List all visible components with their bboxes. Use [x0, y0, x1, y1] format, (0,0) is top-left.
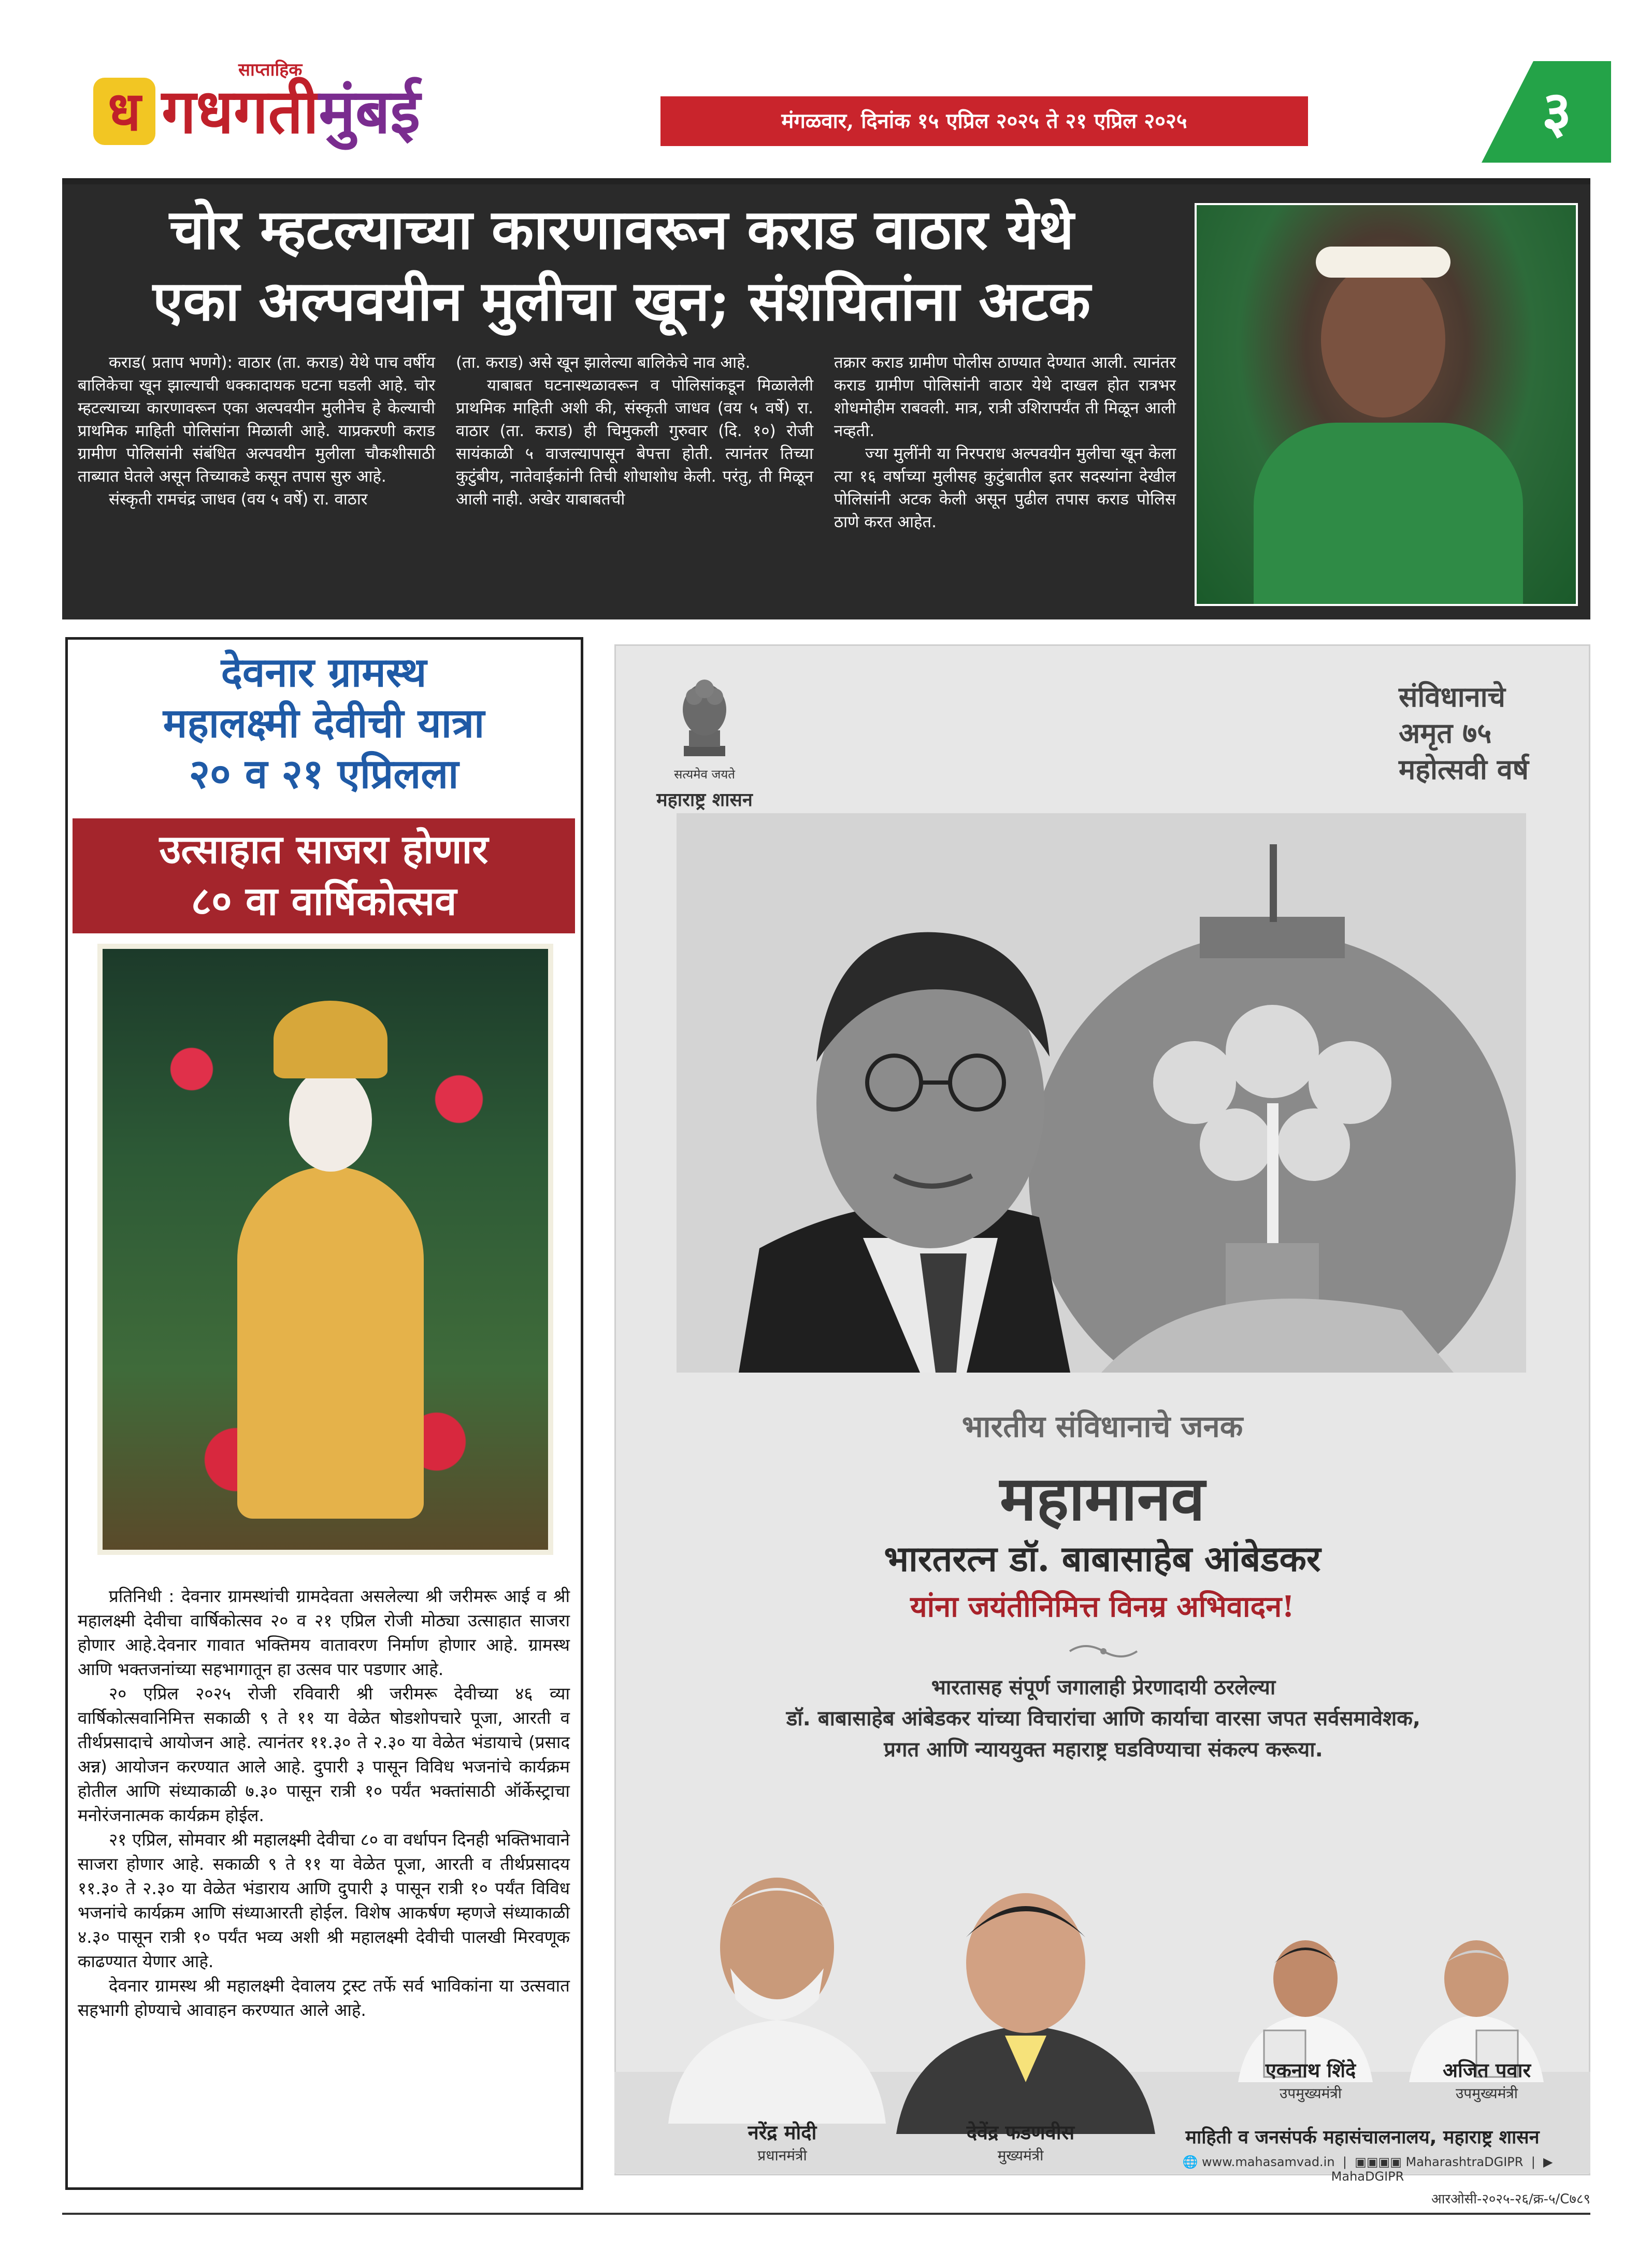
newspaper-logo — [162, 75, 421, 147]
festival-headline-line-1: देवनार ग्रामस्थ — [221, 649, 427, 696]
badge-line-2: अमृत ७५ — [1399, 716, 1492, 749]
social-handle[interactable]: MaharashtraDGIPR — [1405, 2155, 1524, 2169]
mahalakshmi-deity-photo — [97, 944, 553, 1555]
deity-body-shape — [237, 1166, 424, 1519]
lead-headline-line-1: चोर म्हटल्याच्या कारणावरून कराड वाठार येथे — [169, 197, 1074, 262]
leader-name-block-modi — [689, 2118, 875, 2165]
photo-hair-flowers-shape — [1316, 247, 1450, 278]
lead-story-column-1 — [78, 351, 435, 610]
top-divider — [62, 178, 1590, 184]
leader-fadnavis-illustration — [881, 1865, 1171, 2134]
leader-role: मुख्यमंत्री — [997, 2147, 1044, 2164]
festival-paragraph: २१ एप्रिल, सोमवार श्री महालक्ष्मी देवीचा ८० वा वर्धापन दिनही भक्तिभावाने साजरा होणार आहे. सकाळी ९ ते ११ या वेळेत पूजा, आरती व तीर्थप्रसादय ११.३० ते २.३० या वेळेत भंडाराय आणि दुपारी ३ पासून रात्री १० पर्यंत विविध भजनांचे कार्यक्रम आणि संध्याआरती होईल. विशेष आकर्षण म्हणजे संध्याकाळी ४.३० पासून रात्री १० पर्यंत भव्य अशी श्री महालक्ष्मी देवीची पालखी मिरवणूक काढण्यात येणार आहे. — [78, 1829, 570, 1971]
ad-pledge-line-2: डॉ. बाबासाहेब आंबेडकर यांच्या विचारांचा आणि कार्याचा वारसा जपत सर्वसमावेशक, — [786, 1707, 1421, 1731]
bottom-divider — [62, 2213, 1590, 2215]
national-emblem — [653, 668, 756, 803]
ad-name-ambedkar: भारतरत्न डॉ. बाबासाहेब आंबेडकर — [884, 1538, 1321, 1580]
festival-subhead-line-2: ८० वा वार्षिकोत्सव — [191, 878, 457, 924]
photo-face-shape — [1321, 262, 1445, 417]
leader-modi-illustration — [648, 1844, 907, 2124]
lion-capital-icon — [653, 668, 756, 761]
ornament-divider — [1067, 1641, 1140, 1662]
deity-crown-shape — [274, 1001, 387, 1078]
logo-letter-badge: ध — [93, 78, 155, 145]
festival-paragraph: प्रतिनिधी : देवनार ग्रामस्थांची ग्रामदेवता असलेल्या श्री जरीमरू आई व श्री महालक्ष्मी देवीचा वार्षिकोत्सव २० व २१ एप्रिल रोजी मोठ्या उत्साहात साजरा होणार आहे.देवनार गावात भक्तिमय वातावरण निर्माण होणार आहे. ग्रामस्थ आणि भक्तजनांच्या सहभागातून हा उत्सव पार पडणार आहे. — [78, 1586, 570, 1679]
victim-photo — [1195, 203, 1578, 606]
ad-pledge-line-3: प्रगत आणि न्याययुक्त महाराष्ट्र घडविण्याचा संकल्प करूया. — [884, 1738, 1323, 1762]
issue-date-bar: मंगळवार, दिनांक १५ एप्रिल २०२५ ते २१ एप्रिल २०२५ — [660, 96, 1308, 146]
lead-paragraph: कराड( प्रताप भणगे): वाठार (ता. कराड) येथे पाच वर्षीय बालिकेचा खून झाल्याची धक्कादायक घटना घडली आहे. चोर म्हटल्याच्या कारणावरून एका अल्पवयीन मुलीनेच हे केल्याची प्राथमिक माहिती पोलिसांना मिळाली आहे. याप्रकरणी कराड ग्रामीण पोलिसांनी संबंधित अल्पवयीन मुलीला चौकशीसाठी ताब्यात घेतले असून तिच्याकडे कसून तपास सुरु आहे. — [78, 353, 435, 486]
youtube-icon: ▶ — [1543, 2155, 1553, 2169]
lead-paragraph: याबाबत घटनास्थळावरून व पोलिसांकडून मिळालेली प्राथमिक माहिती अशी की, संस्कृती जाधव (वय ५ वर्षे) रा. वाठार (ता. कराड) ही चिमुकली गुरुवार (दि. १०) रोजी सायंकाळी ५ वाजल्यापासून बेपत्ता होती. त्यानंतर तिच्या कुटुंबीय, नातेवाईकांनी तिची शोधाशोध केली. परंतु, ती मिळून आली नाही. अखेर याबाबतची — [456, 376, 813, 509]
ad-title-mahamanav: महामानव — [999, 1462, 1205, 1534]
leader-name: अजित पवार — [1442, 2059, 1531, 2082]
lead-story-column-3 — [834, 351, 1176, 610]
lead-headline-line-2: एका अल्पवयीन मुलीचा खून; संशयितांना अटक — [152, 268, 1091, 333]
lead-story-headline — [78, 194, 1166, 337]
deity-face-shape — [289, 1068, 372, 1172]
social-icons: ▣▣▣▣ — [1355, 2155, 1402, 2169]
badge-line-1: संविधानाचे — [1399, 680, 1505, 713]
ad-pledge-line-1: भारतासह संपूर्ण जगालाही प्रेरणादायी ठरलेल्या — [931, 1676, 1276, 1699]
page-number: ३ — [1542, 79, 1572, 145]
festival-subhead-line-1: उत्साहात साजरा होणार — [159, 826, 489, 872]
festival-paragraph: देवनार ग्रामस्थ श्री महालक्ष्मी देवालय ट्रस्ट तर्फे सर्व भाविकांना या उत्सवात सहभागी होण्याचे आवाहन करण्यात आले आहे. — [78, 1975, 570, 2020]
ambedkar-portrait-illustration — [677, 813, 1526, 1373]
leader-name: एकनाथ शिंदे — [1265, 2059, 1356, 2082]
logo-city: मुंबई — [319, 75, 421, 147]
release-order-number: आरओसी-२०२५-२६/क्र-५/C७८९ — [1431, 2191, 1590, 2207]
leader-role: उपमुख्यमंत्री — [1455, 2085, 1518, 2102]
website-link[interactable]: www.mahasamvad.in — [1202, 2155, 1335, 2169]
festival-paragraph: २० एप्रिल २०२५ रोजी रविवारी श्री जरीमरू देवीच्या ४६ व्या वार्षिकोत्सवानिमित्त सकाळी ९ ते ११ या वेळेत षोडशोपचारे पूजा, आरती व तीर्थप्रसादाचे आयोजन आहे. त्यानंतर ११.३० ते २.३० या वेळेत भंडायाचे (प्रसाद अन्न) आयोजन करण्यात आले आहे. दुपारी ३ पासून विविध भजनांचे कार्यक्रम होतील आणि संध्याकाळी ७.३० पासून रात्री १० पर्यंत भक्तांसाठी ऑर्केस्ट्राचा मनोरंजनात्मक कार्यक्रम होईल. — [78, 1683, 570, 1825]
youtube-handle[interactable]: MahaDGIPR — [1331, 2169, 1404, 2184]
photo-dress-shape — [1254, 423, 1523, 606]
samvidhan-75-badge — [1399, 679, 1575, 824]
lead-story-column-2 — [456, 351, 813, 610]
lead-paragraph: संस्कृती रामचंद्र जाधव (वय ५ वर्षे) रा. वाठार — [109, 490, 368, 509]
ad-tribute-line: यांना जयंतीनिमित्त विनम्र अभिवादन! — [910, 1590, 1295, 1624]
leader-name-block-fadnavis — [912, 2118, 1129, 2165]
masthead — [93, 57, 570, 161]
festival-headline-line-2: महालक्ष्मी देवीची यात्रा — [163, 700, 485, 747]
emblem-motto: सत्यमेव जयते — [674, 767, 735, 782]
leader-name-block-pawar — [1409, 2056, 1564, 2103]
logo-name: गधगती — [162, 75, 319, 147]
dgipr-credit: माहिती व जनसंपर्क महासंचालनालय, महाराष्ट्र शासन — [1185, 2127, 1540, 2148]
flourish-icon — [1067, 1641, 1140, 1662]
leader-name: देवेंद्र फडणवीस — [966, 2121, 1075, 2144]
ad-pledge-paragraph — [648, 1672, 1559, 1765]
ad-tagline-constitution: भारतीय संविधानाचे जनक — [961, 1409, 1243, 1444]
emblem-govt-label: महाराष्ट्र शासन — [656, 789, 753, 811]
social-links-row: 🌐 www.mahasamvad.in | ▣▣▣▣ MaharashtraDGIPR | ▶ MahaDGIPR — [1182, 2155, 1553, 2184]
leader-role: उपमुख्यमंत्री — [1279, 2085, 1342, 2102]
festival-story-subhead — [73, 818, 575, 933]
leader-photo-modi — [648, 1844, 907, 2124]
badge-line-3: महोत्सवी वर्ष — [1399, 753, 1529, 786]
weekly-label: साप्ताहिक — [238, 60, 303, 80]
leader-name-block-shinde — [1233, 2056, 1388, 2103]
leader-name: नरेंद्र मोदी — [748, 2121, 817, 2144]
leader-photo-fadnavis — [881, 1865, 1171, 2134]
festival-story-headline — [73, 647, 575, 800]
lead-paragraph: ज्या मुलींनी या निरपराध अल्पवयीन मुलीचा खून केला त्या १६ वर्षाच्या मुलीसह कुटुंबातील इतर सदस्यांना देखील पोलिसांनी अटक केली असून पुढील तपास कराड पोलिस ठाणे करत आहेत. — [834, 444, 1176, 531]
leader-role: प्रधानमंत्री — [757, 2147, 807, 2164]
festival-headline-line-3: २० व २१ एप्रिलला — [189, 751, 459, 798]
globe-icon: 🌐 — [1182, 2155, 1198, 2169]
festival-story-body — [78, 1584, 570, 2185]
lead-paragraph: (ता. कराड) असे खून झालेल्या बालिकेचे नाव आहे. — [456, 353, 751, 372]
ambedkar-portrait — [677, 813, 1526, 1373]
lead-paragraph: तक्रार कराड ग्रामीण पोलीस ठाण्यात देण्यात आली. त्यानंतर कराड ग्रामीण पोलिसांनी वाठार येथे दाखल होत रात्रभर शोधमोहीम राबवली. मात्र, रात्री उशिरापर्यंत ती मिळून आली नव्हती. — [834, 353, 1176, 440]
